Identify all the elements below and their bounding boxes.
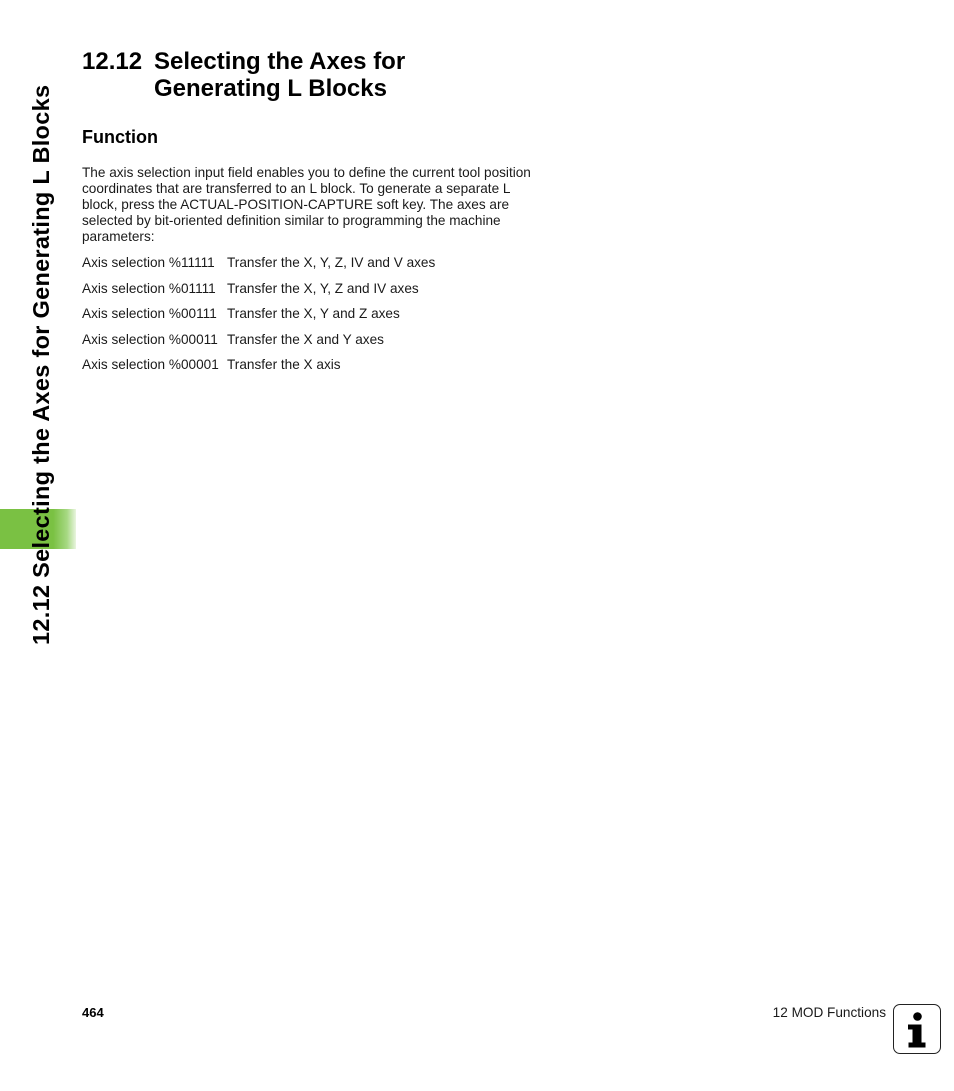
axis-description: Transfer the X axis (227, 357, 341, 373)
axis-description: Transfer the X, Y, Z and IV axes (227, 280, 419, 296)
axis-description: Transfer the X, Y, Z, IV and V axes (227, 255, 436, 270)
list-item (82, 357, 435, 383)
info-icon (893, 1004, 941, 1054)
list-item (82, 255, 435, 281)
section-number: 12.12 (82, 48, 143, 75)
list-item (82, 306, 435, 332)
axis-code: Axis selection %00001 (82, 357, 219, 373)
axis-code: Axis selection %01111 (82, 280, 216, 296)
page-number: 464 (82, 1005, 104, 1020)
chapter-label: 12 MOD Functions (772, 1005, 886, 1020)
intro-paragraph: The axis selection input field enables you to define the current tool position coordinates that are transferred to an L block. To generate a separate L block, press the ACTUAL-POSITION-CAPTURE soft key. The axes are selected by bit-oriented definition similar to programming the machine parameters: (82, 165, 531, 244)
title-line-1: Selecting the Axes for (154, 48, 406, 75)
axis-selection-list (82, 255, 435, 383)
axis-code: Axis selection %00011 (82, 331, 218, 347)
list-item (82, 281, 435, 307)
axis-description: Transfer the X, Y and Z axes (227, 306, 400, 322)
title-line-2: Generating L Blocks (154, 75, 387, 102)
axis-description: Transfer the X and Y axes (227, 331, 384, 347)
sidebar-section-title: 12.12 Selecting the Axes for Generating L Blocks (28, 84, 54, 645)
page-title (82, 48, 405, 102)
axis-code: Axis selection %00111 (82, 306, 217, 322)
axis-code: Axis selection %11111 (82, 255, 215, 270)
list-item (82, 332, 435, 358)
function-subheading: Function (82, 127, 158, 147)
